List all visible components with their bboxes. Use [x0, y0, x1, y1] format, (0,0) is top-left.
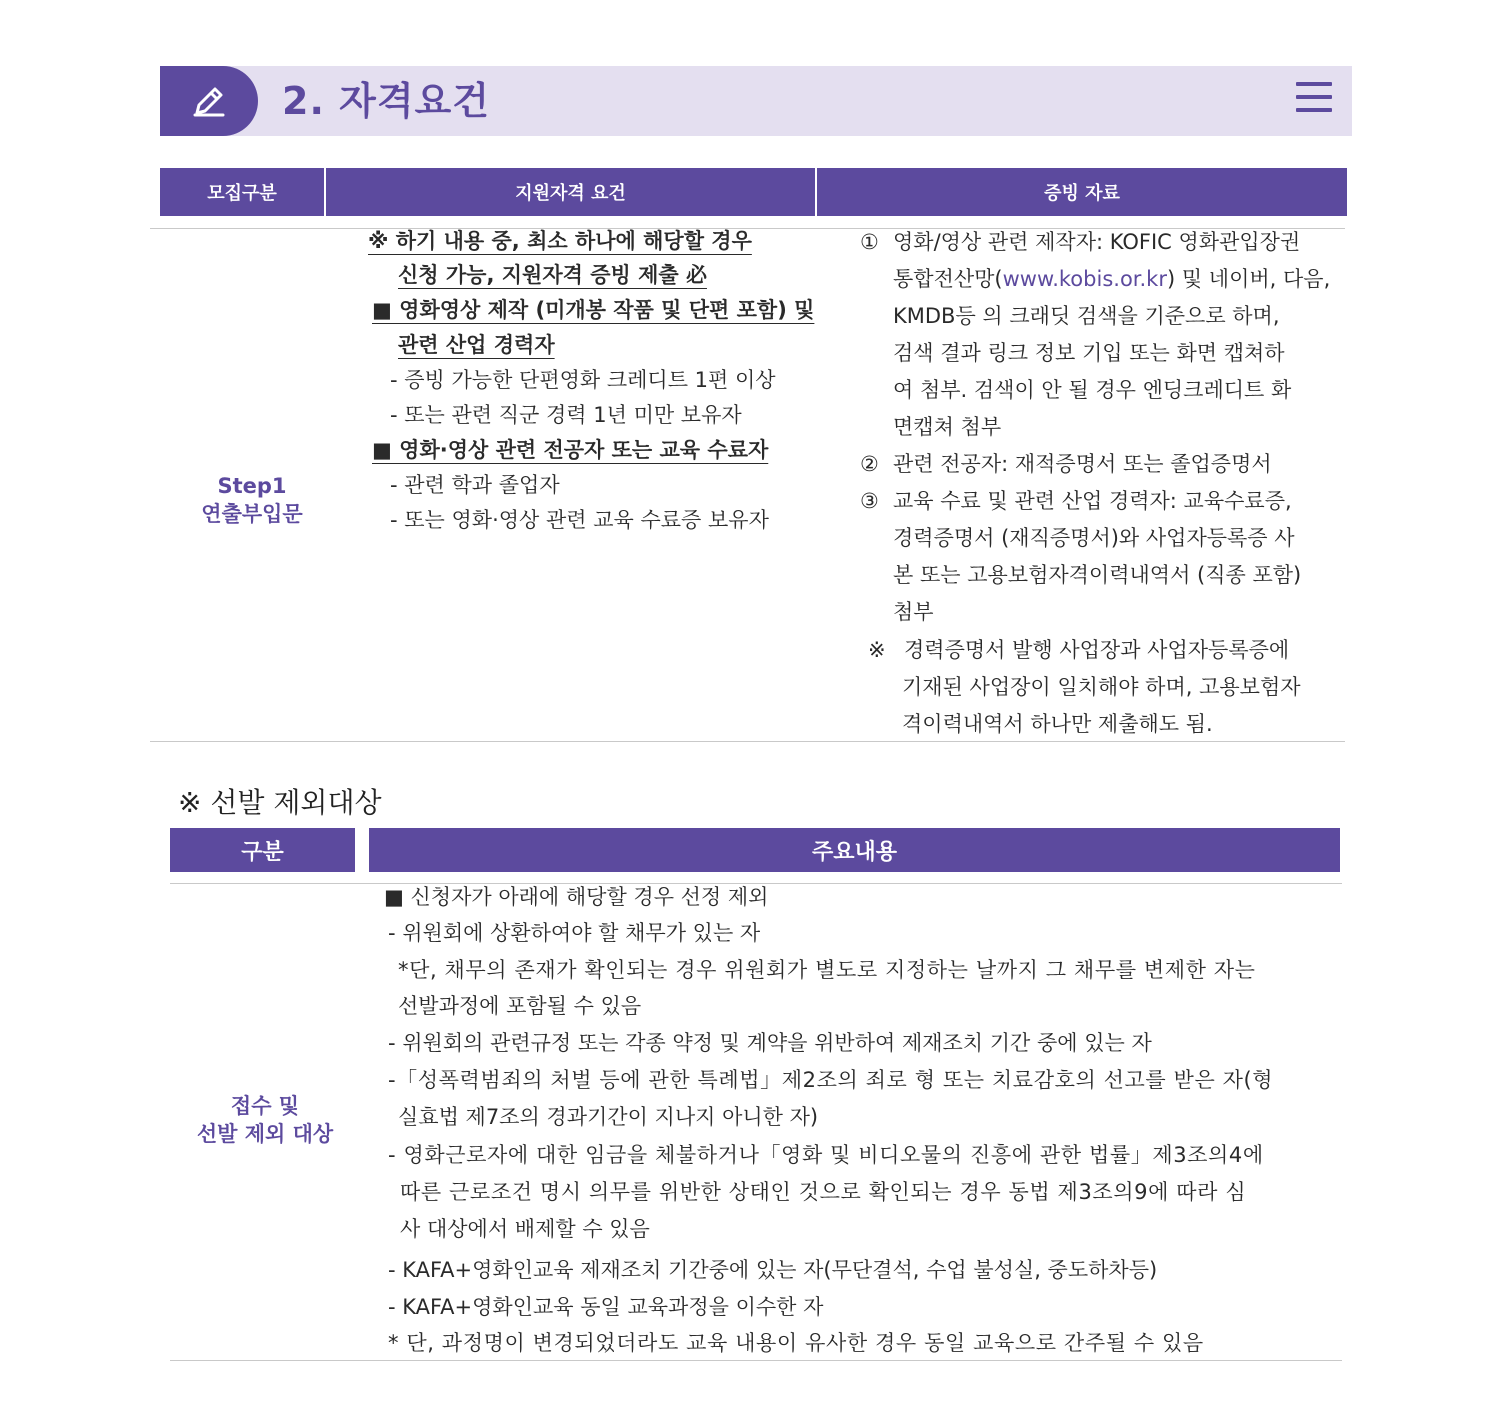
- evidence-1-line5: 여 첨부. 검색이 안 될 경우 엔딩크레디트 화: [893, 378, 1292, 402]
- evidence-1-line3: KMDB등 의 크래딧 검색을 기준으로 하며,: [893, 304, 1280, 328]
- evidence-marker-3: ③: [860, 489, 879, 513]
- category-step: Step1: [217, 474, 287, 498]
- evidence-3-line3: 본 또는 고용보험자격이력내역서 (직종 포함): [893, 563, 1302, 587]
- exclusion-line: 사 대상에서 배제할 수 있음: [400, 1217, 650, 1241]
- exclusion-category-line2: 선발 제외 대상: [196, 1122, 334, 1146]
- exclusion-category: [170, 1092, 360, 1148]
- req-education: ■ 영화·영상 관련 전공자 또는 교육 수료자: [372, 438, 769, 462]
- exclusion-category-line1: 접수 및: [230, 1094, 300, 1118]
- pencil-icon: [189, 81, 229, 121]
- table1-bottom-rule: [150, 741, 1345, 742]
- evidence-marker-2: ②: [860, 452, 879, 476]
- table1-category: [160, 472, 344, 528]
- exclusion-line: - KAFA+영화인교육 제재조치 기간중에 있는 자(무단결석, 수업 불성실, 중도하차등): [388, 1258, 1158, 1282]
- section-title: 2. 자격요건: [282, 79, 490, 123]
- req-note-line1: ※ 하기 내용 중, 최소 하나에 해당할 경우: [368, 229, 752, 253]
- evidence-3-line1: 교육 수료 및 관련 산업 경력자: 교육수료증,: [893, 489, 1292, 513]
- evidence-3-line2: 경력증명서 (재직증명서)와 사업자등록증 사: [893, 526, 1295, 550]
- kobis-link[interactable]: www.kobis.or.kr: [1002, 267, 1167, 291]
- evidence-2-line1: 관련 전공자: 재적증명서 또는 졸업증명서: [893, 452, 1272, 476]
- evidence-1-line6: 면캡쳐 첨부: [893, 415, 1002, 439]
- exclusion-bottom-rule: [170, 1360, 1342, 1361]
- category-name: 연출부입문: [201, 502, 303, 526]
- req-production-sub2: - 또는 관련 직군 경력 1년 미만 보유자: [390, 403, 742, 427]
- table1-header-evidence: 증빙 자료: [817, 168, 1347, 216]
- req-note-line2: 신청 가능, 지원자격 증빙 제출 必: [398, 263, 707, 287]
- evidence-note-line3: 격이력내역서 하나만 제출해도 됨.: [902, 712, 1213, 736]
- table1-header-requirements: 지원자격 요건: [326, 168, 815, 216]
- exclusion-header-category: 구분: [170, 828, 355, 872]
- evidence-3-line4: 첨부: [893, 600, 934, 624]
- exclusion-line: *단, 채무의 존재가 확인되는 경우 위원회가 별도로 지정하는 날까지 그 채무를 변제한 자는: [398, 958, 1256, 982]
- evidence-marker-1: ①: [860, 230, 879, 254]
- evidence-note-line2: 기재된 사업장이 일치해야 하며, 고용보험자: [902, 675, 1301, 699]
- req-production-line2: 관련 산업 경력자: [398, 333, 555, 357]
- exclusion-title: ※ 선발 제외대상: [178, 786, 382, 819]
- evidence-note-marker: ※: [868, 638, 886, 662]
- exclusion-line: 실효법 제7조의 경과기간이 지나지 아니한 자): [398, 1105, 819, 1129]
- req-education-sub2: - 또는 영화·영상 관련 교육 수료증 보유자: [390, 508, 769, 532]
- exclusion-line: 선발과정에 포함될 수 있음: [398, 994, 642, 1018]
- exclusion-header-content: 주요내용: [369, 828, 1340, 872]
- exclusion-line: -「성폭력범죄의 처벌 등에 관한 특례법」제2조의 죄로 형 또는 치료감호의 선고를 받은 자(형: [388, 1068, 1274, 1092]
- exclusion-line: ■ 신청자가 아래에 해당할 경우 선정 제외: [384, 885, 769, 909]
- table1-header-category: 모집구분: [160, 168, 324, 216]
- req-education-sub1: - 관련 학과 졸업자: [390, 473, 560, 497]
- section-banner: [160, 66, 1352, 136]
- hamburger-menu-icon[interactable]: [1296, 82, 1332, 118]
- req-production-line1: ■ 영화영상 제작 (미개봉 작품 및 단편 포함) 및: [372, 298, 815, 322]
- banner-tab: [160, 66, 258, 136]
- evidence-1-line1: 영화/영상 관련 제작자: KOFIC 영화관입장권: [893, 230, 1301, 254]
- evidence-1-line4: 검색 결과 링크 정보 기입 또는 화면 캡쳐하: [893, 341, 1285, 365]
- exclusion-line: - KAFA+영화인교육 동일 교육과정을 이수한 자: [388, 1295, 824, 1319]
- exclusion-line: - 위원회에 상환하여야 할 채무가 있는 자: [388, 921, 761, 945]
- req-production-sub1: - 증빙 가능한 단편영화 크레디트 1편 이상: [390, 368, 776, 392]
- exclusion-line: * 단, 과정명이 변경되었더라도 교육 내용이 유사한 경우 동일 교육으로 간주될 수 있음: [388, 1331, 1204, 1355]
- exclusion-line: - 위원회의 관련규정 또는 각종 약정 및 계약을 위반하여 제재조치 기간 중에 있는 자: [388, 1031, 1152, 1055]
- evidence-1-line2: 통합전산망(www.kobis.or.kr) 및 네이버, 다음,: [893, 267, 1331, 291]
- exclusion-line: 따른 근로조건 명시 의무를 위반한 상태인 것으로 확인되는 경우 동법 제3조의9에 따라 심: [400, 1180, 1247, 1204]
- exclusion-line: - 영화근로자에 대한 임금을 체불하거나「영화 및 비디오물의 진흥에 관한 법률」제3조의4에: [388, 1143, 1264, 1167]
- evidence-note-line1: 경력증명서 발행 사업장과 사업자등록증에: [904, 638, 1290, 662]
